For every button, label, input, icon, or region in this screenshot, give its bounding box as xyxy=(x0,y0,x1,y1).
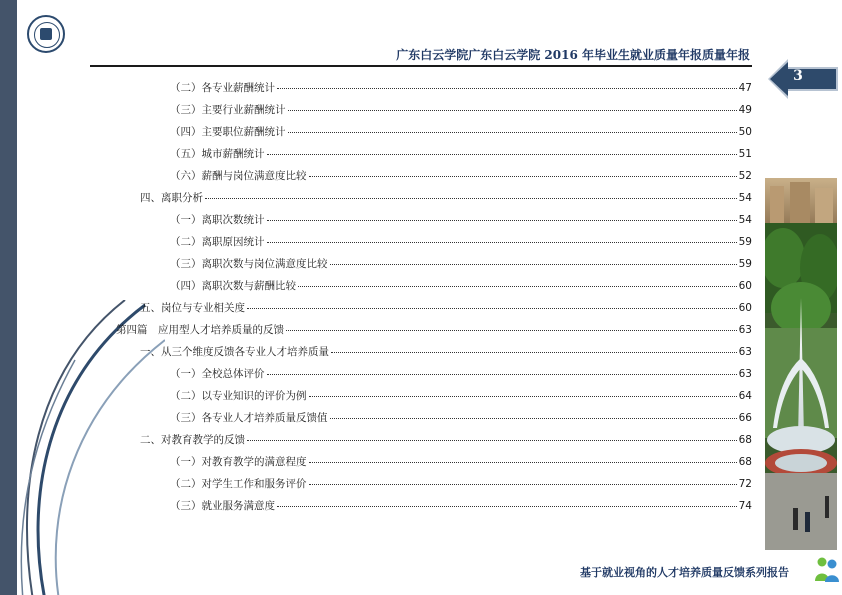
toc-entry[interactable] xyxy=(170,212,752,228)
page-number: 3 xyxy=(793,68,803,84)
toc-leader-dots xyxy=(267,220,737,221)
toc-entry-page: 68 xyxy=(738,434,752,446)
footer-series-title: 基于就业视角的人才培养质量反馈系列报告 xyxy=(580,566,789,579)
toc-entry[interactable] xyxy=(170,124,752,140)
toc-entry-page: 72 xyxy=(738,478,752,490)
toc-entry[interactable] xyxy=(170,476,752,492)
toc-leader-dots xyxy=(267,242,737,243)
toc-entry[interactable] xyxy=(170,278,752,294)
toc-entry-page: 64 xyxy=(738,390,752,402)
report-header-title: 广东白云学院广东白云学院 2016 年毕业生就业质量年报质量年报 xyxy=(396,48,750,62)
toc-entry-label: （二）各专业薪酬统计 xyxy=(170,82,275,94)
toc-entry[interactable] xyxy=(140,190,752,206)
toc-entry-label: （二）以专业知识的评价为例 xyxy=(170,390,307,402)
toc-entry[interactable] xyxy=(140,344,752,360)
toc-entry[interactable] xyxy=(170,454,752,470)
toc-entry[interactable] xyxy=(170,234,752,250)
toc-entry[interactable] xyxy=(170,102,752,118)
toc-entry-page: 60 xyxy=(738,302,752,314)
toc-leader-dots xyxy=(277,88,737,89)
toc-leader-dots xyxy=(247,308,737,309)
toc-leader-dots xyxy=(309,396,737,397)
toc-entry-page: 74 xyxy=(738,500,752,512)
toc-entry-label: （一）离职次数统计 xyxy=(170,214,265,226)
toc-leader-dots xyxy=(277,506,737,507)
toc-entry-label: （一）对教育教学的满意程度 xyxy=(170,456,307,468)
toc-entry-label: （三）各专业人才培养质量反馈值 xyxy=(170,412,328,424)
toc-leader-dots xyxy=(267,154,737,155)
toc-entry[interactable] xyxy=(170,366,752,382)
toc-entry-page: 59 xyxy=(738,236,752,248)
toc-entry-label: （四）主要职位薪酬统计 xyxy=(170,126,286,138)
toc-entry[interactable] xyxy=(170,410,752,426)
toc-entry-page: 52 xyxy=(738,170,752,182)
toc-entry-label: 第四篇 应用型人才培养质量的反馈 xyxy=(116,324,284,336)
toc-leader-dots xyxy=(267,374,737,375)
toc-entry[interactable] xyxy=(170,168,752,184)
toc-entry-label: （三）离职次数与岗位满意度比较 xyxy=(170,258,328,270)
toc-leader-dots xyxy=(288,110,737,111)
toc-entry-label: （二）对学生工作和服务评价 xyxy=(170,478,307,490)
toc-entry-page: 51 xyxy=(738,148,752,160)
toc-entry-label: （四）离职次数与薪酬比较 xyxy=(170,280,296,292)
toc-leader-dots xyxy=(286,330,737,331)
toc-entry-label: 五、岗位与专业相关度 xyxy=(140,302,245,314)
toc-entry[interactable] xyxy=(170,498,752,514)
toc-entry[interactable] xyxy=(170,80,752,96)
toc-leader-dots xyxy=(247,440,737,441)
toc-leader-dots xyxy=(330,418,737,419)
toc-entry-label: （六）薪酬与岗位满意度比较 xyxy=(170,170,307,182)
toc-entry-page: 50 xyxy=(738,126,752,138)
toc-entry-label: （二）离职原因统计 xyxy=(170,236,265,248)
toc-entry[interactable] xyxy=(170,256,752,272)
toc-leader-dots xyxy=(288,132,737,133)
toc-entry-label: 四、离职分析 xyxy=(140,192,203,204)
toc-entry-page: 49 xyxy=(738,104,752,116)
toc-entry-label: （一）全校总体评价 xyxy=(170,368,265,380)
people-icon xyxy=(814,555,840,583)
toc-entry-page: 63 xyxy=(738,346,752,358)
toc-leader-dots xyxy=(309,462,737,463)
toc-entry-page: 59 xyxy=(738,258,752,270)
toc-entry-label: 二、对教育教学的反馈 xyxy=(140,434,245,446)
toc-leader-dots xyxy=(309,176,737,177)
toc-entry[interactable] xyxy=(170,146,752,162)
toc-leader-dots xyxy=(330,264,737,265)
toc-leader-dots xyxy=(298,286,737,287)
toc-leader-dots xyxy=(205,198,737,199)
toc-entry-page: 63 xyxy=(738,368,752,380)
toc-entry-label: 一、从三个维度反馈各专业人才培养质量 xyxy=(140,346,329,358)
toc-entry-page: 60 xyxy=(738,280,752,292)
toc-entry[interactable] xyxy=(140,300,752,316)
header-divider xyxy=(90,65,752,67)
toc-entry-label: （五）城市薪酬统计 xyxy=(170,148,265,160)
toc-entry-label: （三）主要行业薪酬统计 xyxy=(170,104,286,116)
toc-entry-page: 54 xyxy=(738,214,752,226)
toc-entry-page: 63 xyxy=(738,324,752,336)
toc-entry[interactable] xyxy=(140,432,752,448)
toc-entry-page: 54 xyxy=(738,192,752,204)
toc-entry-label: （三）就业服务满意度 xyxy=(170,500,275,512)
toc-leader-dots xyxy=(331,352,737,353)
campus-fountain-photo xyxy=(765,178,837,550)
toc-entry-page: 68 xyxy=(738,456,752,468)
toc-entry[interactable] xyxy=(170,388,752,404)
toc-entry[interactable] xyxy=(116,322,752,338)
toc-entry-page: 47 xyxy=(738,82,752,94)
university-logo xyxy=(27,15,65,53)
toc-leader-dots xyxy=(309,484,737,485)
toc-entry-page: 66 xyxy=(738,412,752,424)
